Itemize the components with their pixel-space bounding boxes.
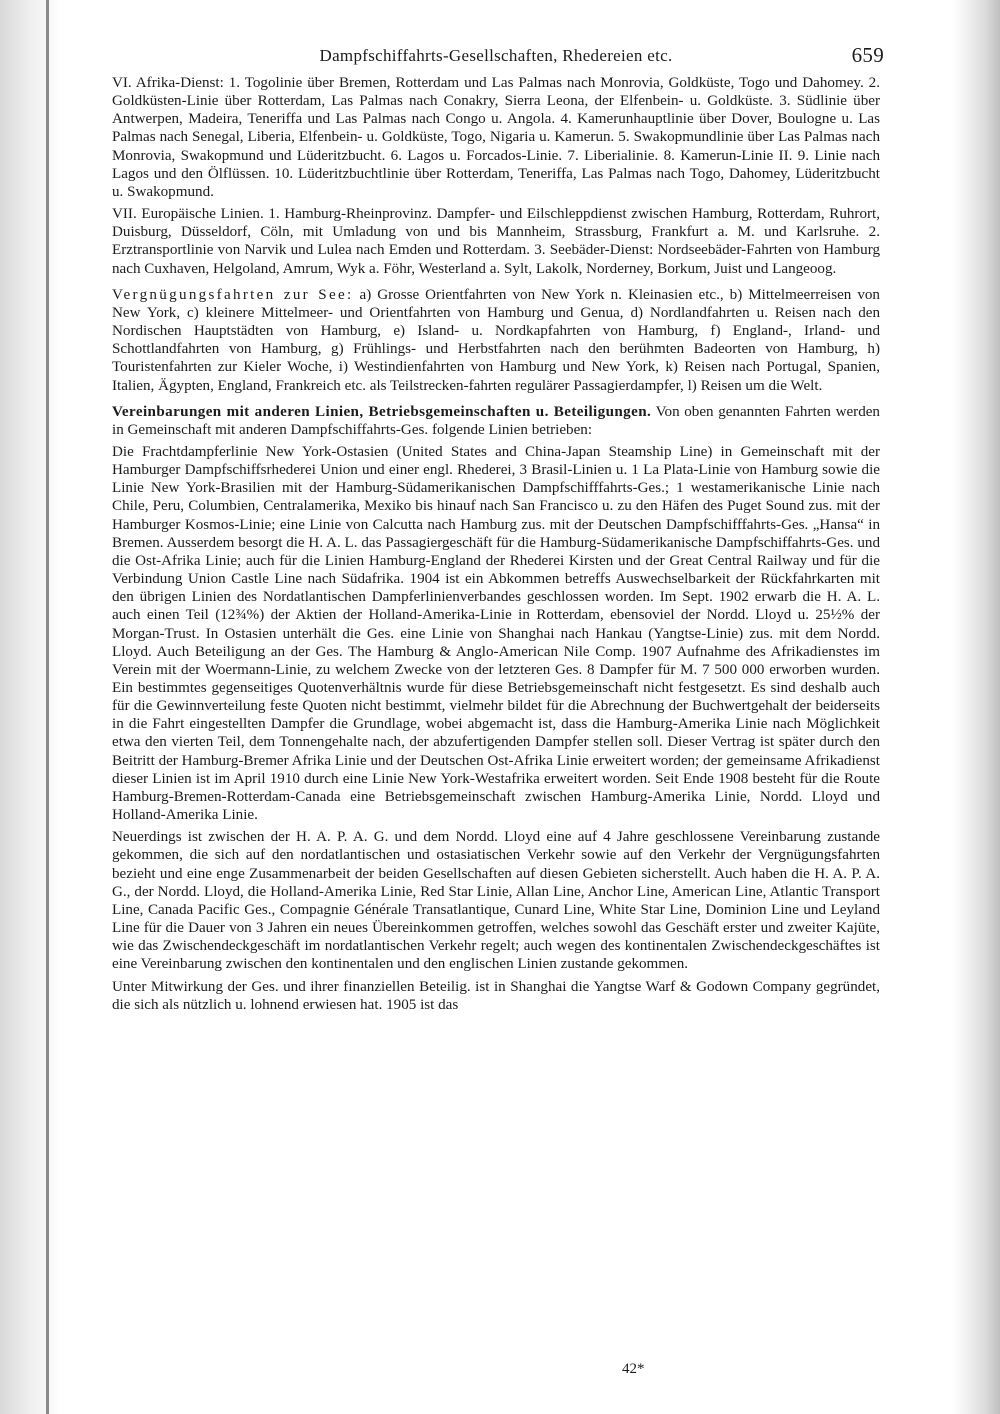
header-title: Dampfschiffahrts-Gesellschaften, Rhedereien etc. <box>319 46 673 65</box>
book-fold-line <box>46 0 49 1414</box>
right-page-edge <box>952 0 1000 1414</box>
mitwirkung-paragraph: Unter Mitwirkung der Ges. und ihrer finanziellen Beteilig. ist in Shanghai die Yangtse Warf & Godown Company gegründet, die sich als nützlich u. lohnend erwiesen hat. 1905 ist das <box>112 978 880 1013</box>
vereinbarungen-intro: Von oben genannten Fahrten werden in Gemeinschaft mit anderen Dampfschiffahrts-Ges. folgende Linien betrieben: <box>112 403 880 438</box>
signature-mark: 42* <box>622 1361 645 1377</box>
page-number: 659 <box>851 43 884 67</box>
vereinbarungen-intro-paragraph <box>112 403 880 439</box>
vergnuegungsfahrten-heading: Vergnügungsfahrten zur See: <box>112 286 354 303</box>
running-header <box>112 43 884 74</box>
frachtdampferlinie-paragraph: Die Frachtdampferlinie New York-Ostasien (United States and China-Japan Steamship Line) in Gemeinschaft mit der Hamburger Dampfschiffsrhederei Union und einer engl. Rhederei, 3 Brasil-Linien u. 1 La Plata-Linie von Hamburg sowie die Linie New York-Brasilien mit der Hamburg-Südamerikanischen Dampfschifffahrts-Ges.; 1 westamerikanische Linie nach Chile, Peru, Columbien, Centralamerika, Mexiko bis hinauf nach San Francisco u. zu den Häfen des Puget Sound zus. mit der Hamburger Kosmos-Linie; eine Linie von Calcutta nach Hamburg zus. mit der Deutschen Dampfschifffahrts-Ges. „Hansa“ in Bremen. Ausserdem besorgt die H. A. L. das Passagiergeschäft für die Hamburg-Südamerikanische Dampfschiffahrts-Ges. und die Ost-Afrika Linie; auch für die Linien Hamburg-England der Rhederei Kirsten und der Great Central Railway und für die Verbindung Union Castle Line nach Südafrika. 1904 ist ein Abkommen betreffs Auswechselbarkeit der Rückfahrkarten mit den übrigen Linien des Nordatlantischen Dampferlinienverbandes geschlossen worden. Im Sept. 1902 erwarb die H. A. L. auch einen Teil (12¾%) der Aktien der Holland-Amerika-Linie in Rotterdam, ebensoviel der Nordd. Lloyd u. 25½% der Morgan-Trust. In Ostasien unterhält die Ges. eine Linie von Shanghai nach Hankau (Yangtse-Linie) zus. mit dem Nordd. Lloyd. Auch Beteiligung an der Ges. The Hamburg & Anglo-American Nile Comp. 1907 Aufnahme des Afrikadienstes im Verein mit der Woermann-Linie, zu welchem Zwecke von der letzteren Ges. 8 Dampfer für M. 7 500 000 erworben wurden. Ein bestimmtes gegenseitiges Quotenverhältnis wurde für diese Betriebsgemeinschaft nicht festgesetzt. Es sind deshalb auch für die Gewinnverteilung feste Quoten nicht bestimmt, vielmehr bildet für die Abrechnung der Buchwertgehalt der beiderseits in die Fahrt eingestellten Dampfer die Grundlage, wobei abgemacht ist, dass die Hamburg-Amerika Linie nach Möglichkeit etwa den vierten Teil, dem Tonnengehalte nach, der abzufertigenden Dampfer stellen soll. Dieser Vertrag ist später durch den Beitritt der Hamburg-Bremer Afrika Linie und der Deutschen Ost-Afrika Linie erweitert worden; der gemeinsame Afrikadienst dieser Linien ist im April 1910 durch eine Linie New York-Westafrika erweitert worden. Seit Ende 1908 besteht für die Route Hamburg-Bremen-Rotterdam-Canada eine Betriebsgemeinschaft zwischen Hamburg-Amerika Linie, Nordd. Lloyd und Holland-Amerika Linie. <box>112 443 880 824</box>
europaeische-linien-paragraph: VII. Europäische Linien. 1. Hamburg-Rheinprovinz. Dampfer- und Eilschleppdienst zwischen Hamburg, Rotterdam, Ruhrort, Duisburg, Düsseldorf, Cöln, mit Umladung von und bis Mannheim, Strassburg, Frankfurt a. M. und Karlsruhe. 2. Erztransportlinie von Narvik und Lulea nach Emden und Rotterdam. 3. Seebäder-Dienst: Nordseebäder-Fahrten von Hamburg nach Cuxhaven, Helgoland, Amrum, Wyk a. Föhr, Westerland a. Sylt, Lakolk, Norderney, Borkum, Juist und Langeoog. <box>112 206 880 277</box>
vereinbarungen-heading: Vereinbarungen mit anderen Linien, Betriebsgemeinschaften u. Beteiligungen. <box>112 403 652 420</box>
afrika-dienst-paragraph: VI. Afrika-Dienst: 1. Togolinie über Bremen, Rotterdam und Las Palmas nach Monrovia, Goldküste, Togo und Dahomey. 2. Goldküsten-Linie über Rotterdam, Las Palmas nach Conakry, Sierra Leona, der Elfenbein- u. Goldküste. 3. Südlinie über Antwerpen, Madeira, Teneriffa und Las Palmas nach Congo u. Angola. 4. Kamerunhauptlinie über Dover, Boulogne u. Las Palmas nach Senegal, Liberia, Elfenbein- u. Goldküste, Togo, Nigaria u. Kamerun. 5. Swakopmundlinie über Las Palmas nach Monrovia, Swakopmund und Lüderitzbucht. 6. Lagos u. Forcados-Linie. 7. Liberialinie. 8. Kamerun-Linie II. 9. Linie nach Lagos und den Ölflüssen. 10. Lüderitzbuchtlinie über Rotterdam, Teneriffa, Las Palmas nach Togo, Dahomey, Lüderitzbucht u. Swakopmund. <box>112 75 880 200</box>
vergnuegungsfahrten-text: a) Grosse Orientfahrten von New York n. Kleinasien etc., b) Mittelmeerreisen von New York, c) kleinere Mittelmeer- und Orientfahrten von Hamburg und Genua, d) Nordlandfahrten u. Reisen nach den Nordischen Hauptstädten von Hamburg, e) Island- u. Nordkapfahrten von Hamburg, f) England-, Irland- und Schottlandfahrten von Hamburg, g) Frühlings- und Herbstfahrten nach den berühmten Badeorten von Hamburg, h) Touristenfahrten zur Kieler Woche, i) Westindienfahrten von Hamburg und New York, k) Reisen nach Portugal, Spanien, Italien, Ägypten, England, Frankreich etc. als Teilstrecken-fahrten regulärer Passagierdampfer, l) Reisen um die Welt. <box>112 286 880 394</box>
neuerdings-paragraph: Neuerdings ist zwischen der H. A. P. A. G. und dem Nordd. Lloyd eine auf 4 Jahre geschlossene Vereinbarung zustande gekommen, die sich auf den nordatlantischen und ostasiatischen Verkehr sowie auf den Verkehr der Vergnügungsfahrten bezieht und eine enge Zusammenarbeit der beiden Gesellschaften auf diesen Gebieten sicherstellt. Auch haben die H. A. P. A. G., der Nordd. Lloyd, die Holland-Amerika Linie, Red Star Linie, Allan Line, Anchor Line, American Line, Atlantic Transport Line, Canada Pacific Ges., Compagnie Générale Transatlantique, Cunard Line, White Star Line, Dominion Line und Leyland Line für die Dauer von 3 Jahren ein neues Übereinkommen getroffen, welches sowohl das Geschäft erster und zweiter Kajüte, wie das Zwischendeckgeschäft im nordatlantischen Verkehr regelt; auch wegen des kontinentalen Zwischendeckgeschäftes ist eine Vereinbarung zwischen den kontinentalen und den englischen Linien zustande gekommen. <box>112 829 880 973</box>
vergnuegungsfahrten-paragraph <box>112 286 880 395</box>
left-page-shadow <box>0 0 60 1414</box>
page-content <box>112 43 884 1014</box>
